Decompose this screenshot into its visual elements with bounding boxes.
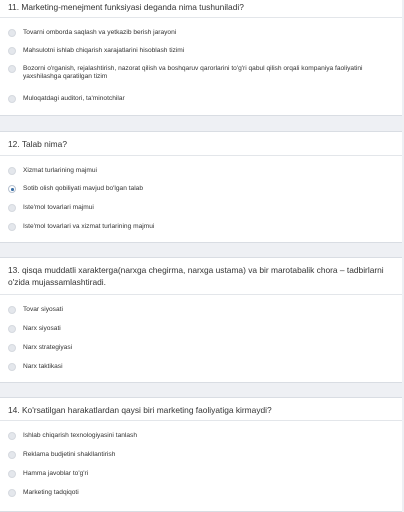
option-label: Ishlab chiqarish texnologiyasini tanlash <box>23 432 137 439</box>
radio-button[interactable] <box>8 470 16 478</box>
radio-button[interactable] <box>8 29 16 37</box>
option-label: Muloqatdagi auditori, ta'minotchilar <box>23 95 125 102</box>
option-q13-2[interactable] <box>8 325 394 333</box>
radio-button[interactable] <box>8 344 16 352</box>
option-q13-3[interactable] <box>8 344 394 352</box>
option-label: Sotib olish qobiliyati mavjud bo'lgan talab <box>23 185 144 192</box>
option-q12-2[interactable] <box>8 185 394 193</box>
question-divider <box>0 294 402 295</box>
option-label: Marketing tadqiqoti <box>23 489 79 496</box>
question-card-11 <box>0 0 402 116</box>
option-q12-3[interactable] <box>8 204 394 212</box>
option-q13-4[interactable] <box>8 363 394 371</box>
option-label: Hamma javoblar to'g'ri <box>23 470 89 477</box>
question-divider <box>0 155 402 156</box>
option-label: Tovarni omborda saqlash va yetkazib berish jarayoni <box>23 29 177 36</box>
question-divider <box>0 17 402 18</box>
option-q12-4[interactable] <box>8 223 394 231</box>
radio-button[interactable] <box>8 47 16 55</box>
option-label: Narx taktikasi <box>23 363 63 370</box>
question-card-14 <box>0 397 402 512</box>
question-divider <box>0 420 402 421</box>
radio-button[interactable] <box>8 432 16 440</box>
option-label: Reklama budjetini shakllantirish <box>23 451 116 458</box>
option-q14-3[interactable] <box>8 470 394 478</box>
option-label: Iste'mol tovarlari majmui <box>23 204 94 211</box>
radio-button[interactable] <box>8 451 16 459</box>
option-label: Mahsulotni ishlab chiqarish xarajatlarini hisoblash tizimi <box>23 47 185 54</box>
option-q11-4[interactable] <box>8 95 394 103</box>
option-q11-2[interactable] <box>8 47 394 55</box>
question-title: 13. qisqa muddatli xarakterga(narxga chegirma, narxga ustama) va bir marotabalik chora – tadbirlarni o'zida mujassamlashtiradi. <box>8 265 384 287</box>
option-q11-3[interactable] <box>8 65 394 82</box>
option-q14-2[interactable] <box>8 451 394 459</box>
option-label: Iste'mol tovarlari va xizmat turlarining majmui <box>23 223 155 230</box>
radio-button[interactable] <box>8 489 16 497</box>
radio-button[interactable] <box>8 167 16 175</box>
question-title: 14. Ko'rsatilgan harakatlardan qaysi biri marketing faoliyatiga kirmaydi? <box>8 405 272 415</box>
option-q12-1[interactable] <box>8 167 394 175</box>
option-label: Tovar siyosati <box>23 306 63 313</box>
option-q14-1[interactable] <box>8 432 394 440</box>
radio-button[interactable] <box>8 95 16 103</box>
radio-button[interactable] <box>8 306 16 314</box>
option-label: Narx strategiyasi <box>23 344 73 351</box>
question-card-12 <box>0 131 402 243</box>
radio-button-selected[interactable] <box>8 185 16 193</box>
question-card-13 <box>0 257 402 383</box>
radio-button[interactable] <box>8 65 16 73</box>
radio-button[interactable] <box>8 223 16 231</box>
question-title: 11. Marketing-menejment funksiyasi deganda nima tushuniladi? <box>8 2 244 12</box>
option-label: Bozorni o'rganish, rejalashtirish, nazorat qilish va boshqaruv qarorlarini to'g'ri qabul qilish orqali kompaniya faoliyatini yaxshilashga qaratilgan tizim <box>23 65 363 81</box>
option-label: Xizmat turlarining majmui <box>23 167 98 174</box>
radio-button[interactable] <box>8 363 16 371</box>
option-q14-4[interactable] <box>8 489 394 497</box>
option-q13-1[interactable] <box>8 306 394 314</box>
radio-button[interactable] <box>8 204 16 212</box>
option-q11-1[interactable] <box>8 29 394 37</box>
radio-button[interactable] <box>8 325 16 333</box>
question-title: 12. Talab nima? <box>8 139 67 149</box>
option-label: Narx siyosati <box>23 325 61 332</box>
